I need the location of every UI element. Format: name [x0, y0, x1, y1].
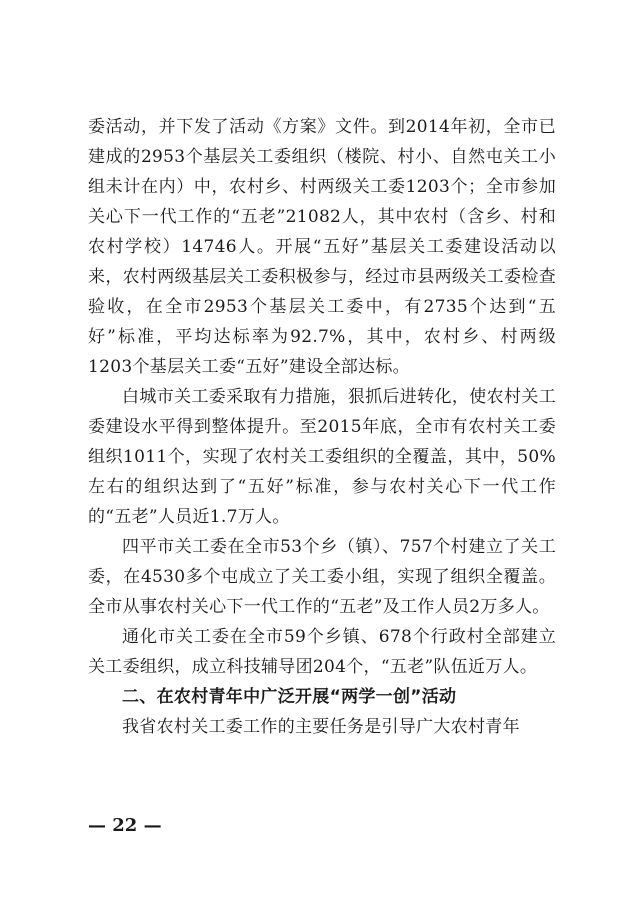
paragraph-3: 四平市关工委在全市53个乡（镇）、757个村建立了关工委，在4530多个屯成立了关工委小组，实现了组织全覆盖。全市从事农村关心下一代工作的“五老”及工作人员2万多人。 [88, 537, 556, 617]
paragraph-4: 通化市关工委在全市59个乡镇、678个行政村全部建立关工委组织，成立科技辅导团204个，“五老”队伍近万人。 [88, 627, 556, 677]
paragraph-1: 委活动，并下发了活动《方案》文件。到2014年初，全市已建成的2953个基层关工委组织（楼院、村小、自然屯关工小组未计在内）中，农村乡、村两级关工委1203个；全市参加关心下一代工作的“五老”21082人，其中农村（含乡、村和农村学校）14746人。开展“五好”基层关工委建设活动以来，农村两级基层关工委积极参与，经过市县两级关工委检查验收，在全市2953个基层关工委中，有2735个达到“五好”标准，平均达标率为92.7%，其中，农村乡、村两级1203个基层关工委“五好”建设全部达标。 [88, 117, 556, 377]
section-heading: 二、在农村青年中广泛开展“两学一创”活动 [122, 687, 457, 707]
body-text [88, 112, 556, 742]
paragraph-5: 我省农村关工委工作的主要任务是引导广大农村青年 [122, 717, 520, 737]
paragraph-2: 白城市关工委采取有力措施，狠抓后进转化，使农村关工委建设水平得到整体提升。至2015年底，全市有农村关工委组织1011个，实现了农村关工委组织的全覆盖，其中，50%左右的组织达到了“五好”标准，参与农村关心下一代工作的“五老”人员近1.7万人。 [88, 387, 556, 527]
page-number: — 22 — [88, 815, 162, 836]
